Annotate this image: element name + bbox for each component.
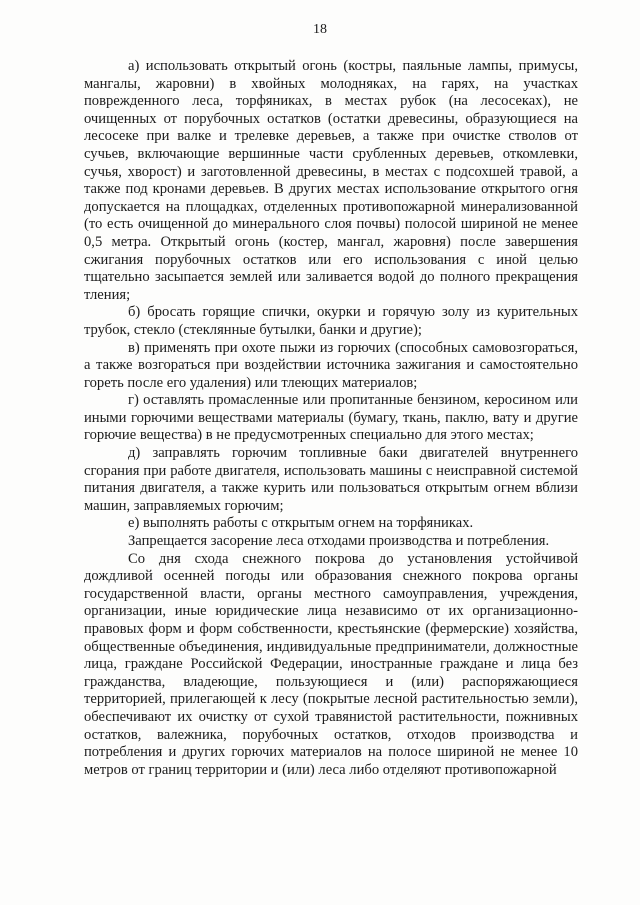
paragraph-item-v: в) применять при охоте пыжи из горючих (способных самовозгораться, а также возгораться при воздействии источника зажигания и самостоятельно гореть после его удаления) или тлеющих материалов; (84, 339, 578, 391)
paragraph-waste-prohibition: Запрещается засорение леса отходами производства и потребления. (128, 533, 550, 550)
page-number: 18 (313, 22, 327, 37)
document-body (84, 58, 578, 779)
paragraph-item-d: д) заправлять горючим топливные баки двигателей внутреннего сгорания при работе двигателя, использовать машины с неисправной системой питания двигателя, а также курить или пользоваться открытым огнем вблизи машин, заправляемых горючим; (84, 445, 578, 514)
paragraph-item-a: а) использовать открытый огонь (костры, паяльные лампы, примусы, мангалы, жаровни) в хвойных молодняках, на гарях, на участках поврежденного леса, торфяниках, в местах рубок (на лесосеках), не очищенных от порубочных остатков (остатки древесины, образующиеся на лесосеке при валке и трелевке деревьев, а также при очистке стволов от сучьев, включающие вершинные части срубленных деревьев, откомлевки, сучья, хворост) и заготовленной древесины, в местах с подсохшей травой, а также под кронами деревьев. В других местах использование открытого огня допускается на площадках, отделенных противопожарной минерализованной (то есть очищенной до минерального слоя почвы) полосой шириной не менее 0,5 метра. Открытый огонь (костер, мангал, жаровня) после завершения сжигания порубочных остатков или его использования с иной целью тщательно засыпается землей или заливается водой до полного прекращения тления; (84, 58, 578, 303)
paragraph-item-b: б) бросать горящие спички, окурки и горячую золу из курительных трубок, стекло (стеклянные бутылки, банки и другие); (84, 304, 578, 338)
paragraph-item-g: г) оставлять промасленные или пропитанные бензином, керосином или иными горючими веществами материалы (бумагу, ткань, паклю, вату и другие горючие вещества) в не предусмотренных специально для этого местах; (84, 392, 578, 444)
paragraph-cleaning-obligation: Со дня схода снежного покрова до установления устойчивой дождливой осенней погоды или образования снежного покрова органы государственной власти, органы местного самоуправления, учреждения, организации, иные юридические лица независимо от их организационно-правовых форм и форм собственности, крестьянские (фермерские) хозяйства, общественные объединения, индивидуальные предприниматели, должностные лица, граждане Российской Федерации, иностранные граждане и лица без гражданства, владеющие, пользующиеся и (или) распоряжающиеся территорией, прилегающей к лесу (покрытые лесной растительностью земли), обеспечивают их очистку от сухой травянистой растительности, пожнивных остатков, валежника, порубочных остатков, отходов производства и потребления и других горючих материалов на полосе шириной не менее 10 метров от границ территории и (или) леса либо отделяют противопожарной (84, 550, 578, 778)
paragraph-item-e: е) выполнять работы с открытым огнем на торфяниках. (128, 515, 474, 532)
